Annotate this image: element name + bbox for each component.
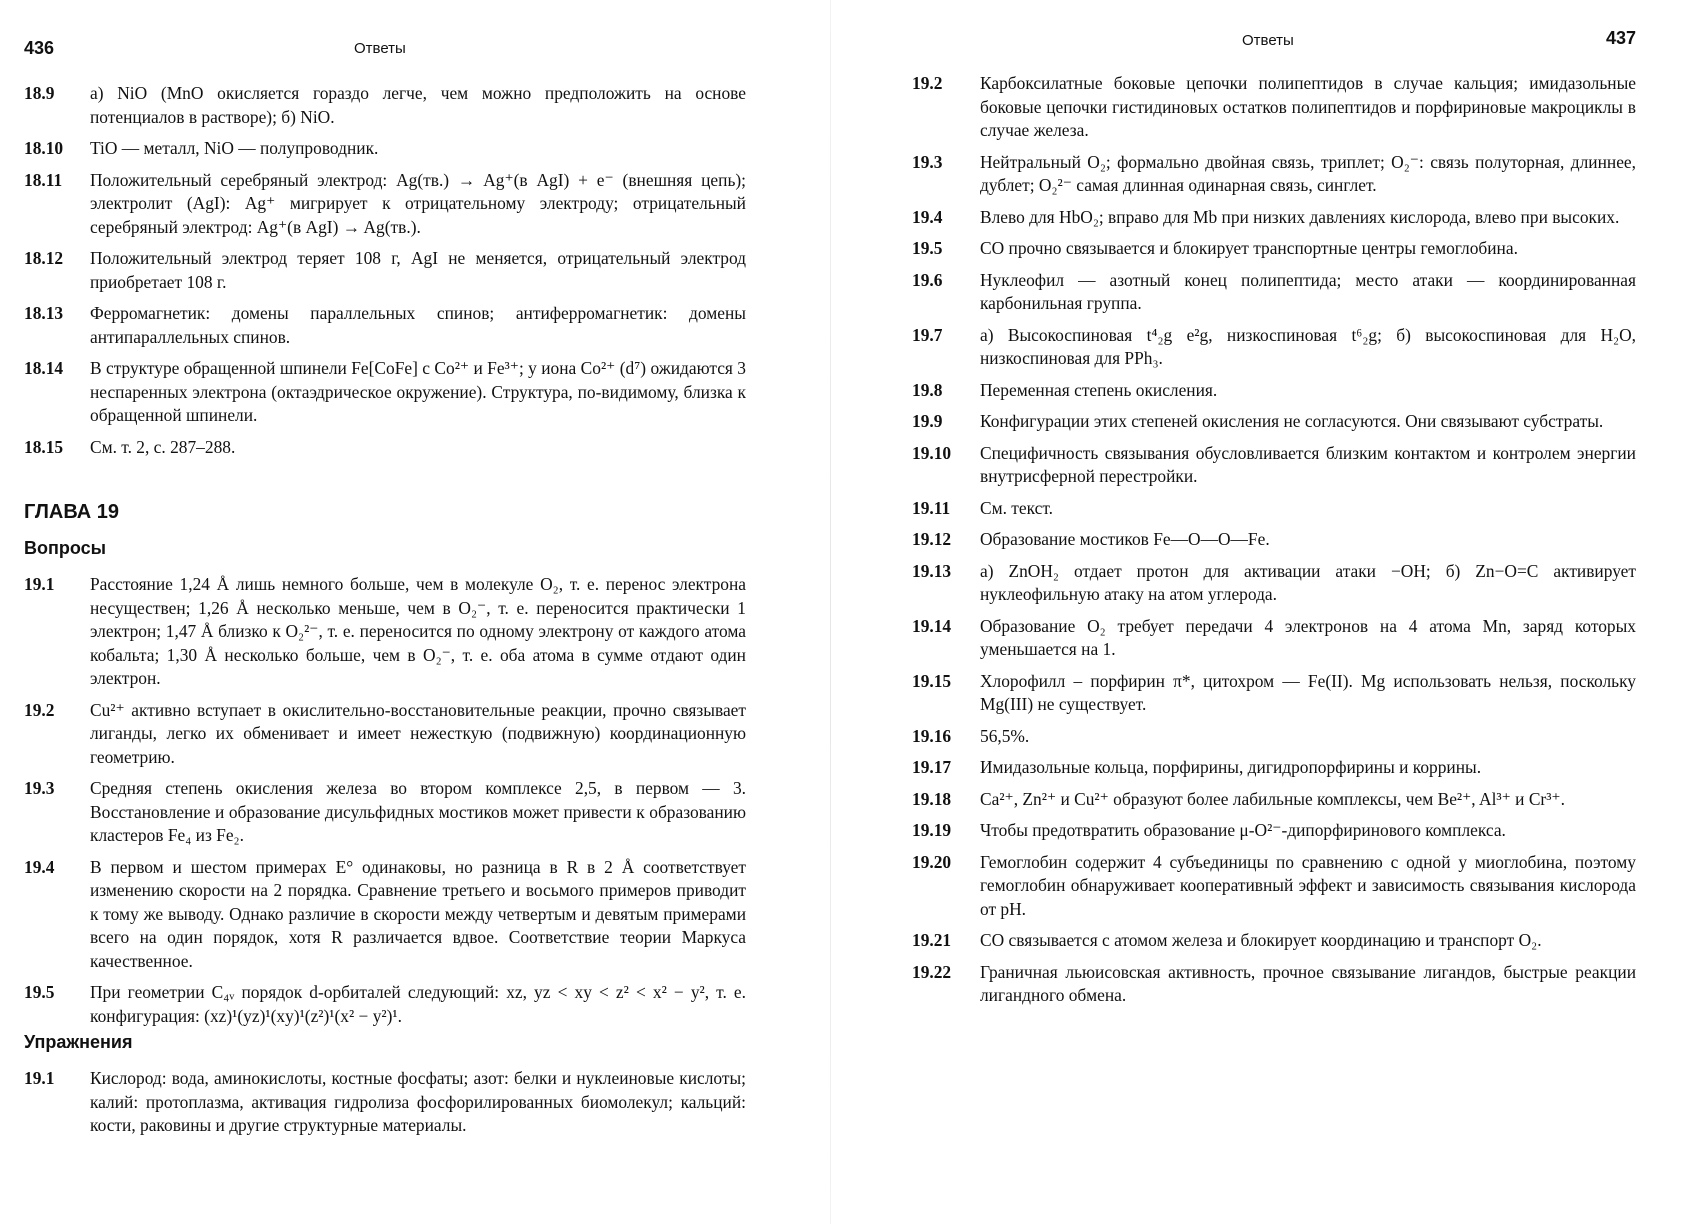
answer-text: Образование O₂ требует передачи 4 электронов на 4 атома Mn, заряд которых уменьшается на 1. xyxy=(980,615,1636,659)
answer-text: См. текст. xyxy=(980,497,1053,518)
answer-number: 19.4 xyxy=(24,856,55,877)
answer-number: 19.10 xyxy=(912,442,952,463)
answer-entry xyxy=(24,573,746,691)
answer-number: 19.1 xyxy=(24,574,55,594)
answer-entry xyxy=(912,819,1636,843)
answer-entry xyxy=(912,756,1636,780)
answer-number: 19.6 xyxy=(912,269,943,290)
answer-number: 18.15 xyxy=(24,436,64,457)
answer-text: CO связывается с атомом железа и блокирует координацию и транспорт O₂. xyxy=(980,930,1542,950)
answer-number: 19.5 xyxy=(912,238,943,258)
answer-entry xyxy=(912,851,1636,922)
answer-text: Граничная льюисовская активность, прочное связывание лигандов, быстрые реакции лигандного обмена. xyxy=(980,961,1636,1005)
answer-text: Положительный серебряный электрод: Ag(тв.) → Ag⁺(в AgI) + e⁻ (внешняя цепь); электролит (AgI): Ag⁺ мигрирует к отрицательному электроду; отрицательный серебряный электрод: Ag⁺(в AgI) → Ag(тв.). xyxy=(90,169,746,237)
answer-entry xyxy=(912,528,1636,552)
answer-entry xyxy=(24,82,746,129)
answer-number: 19.16 xyxy=(912,725,952,746)
answer-text: Карбоксилатные боковые цепочки полипептидов в случае кальция; имидазольные боковые цепочки гистидиновых остатков полипептидов и порфириновые макроциклы в случае железа. xyxy=(980,73,1636,140)
answer-entry xyxy=(912,929,1636,953)
answer-text: Чтобы предотвратить образование μ-O²⁻-дипорфиринового комплекса. xyxy=(980,820,1506,840)
answer-number: 18.14 xyxy=(24,358,64,378)
answer-text: Расстояние 1,24 Å лишь немного больше, чем в молекуле O₂, т. е. перенос электрона несуществен; 1,26 Å несколько меньше, чем в O₂⁻, т. е. переносится практически 1 электрон; 1,47 Å близко к O₂²⁻, т. е. переносится по одному электрону от каждого атома кобальта; 1,30 Å несколько больше, чем в O₂⁻, т. е. оба атома в сумме отдают один электрон. xyxy=(90,574,746,688)
answer-entry xyxy=(912,410,1636,434)
chapter-heading: ГЛАВА 19 xyxy=(24,501,120,523)
answer-text: TiO — металл, NiO — полупроводник. xyxy=(90,138,379,158)
questions-answers xyxy=(24,573,746,1028)
answer-number: 19.14 xyxy=(912,615,952,636)
answer-number: 18.9 xyxy=(24,83,55,103)
answer-text: Кислород: вода, аминокислоты, костные фосфаты; азот: белки и нуклеиновые кислоты; калий: протоплазма, активация гидролиза фосфорилированных биомолекул; кальций: кости, раковины и другие структурные материалы. xyxy=(90,1068,746,1135)
answer-entry xyxy=(912,206,1636,230)
answer-text: При геометрии C₄ᵥ порядок d-орбиталей следующий: xz, yz < xy < z² < x² − y², т. е. конфигурация: (xz)¹(yz)¹(xy)¹(z²)¹(x² − y²)¹. xyxy=(90,982,746,1026)
right-page-body xyxy=(912,72,1636,1016)
answer-number: 19.4 xyxy=(912,206,943,227)
answer-text: Влево для HbO₂; вправо для Mb при низких давлениях кислорода, влево при высоких. xyxy=(980,206,1620,227)
answer-entry xyxy=(912,324,1636,371)
right-page-number: 437 xyxy=(1605,28,1636,48)
answer-text: Положительный электрод теряет 108 г, AgI не меняется, отрицательный электрод приобретает 108 г. xyxy=(90,248,746,292)
answer-text: Образование мостиков Fe—O—O—Fe. xyxy=(980,529,1270,549)
answer-entry xyxy=(912,497,1636,521)
answer-number: 19.2 xyxy=(912,73,943,93)
answer-entry xyxy=(24,169,746,240)
exercises-answers xyxy=(24,1067,746,1138)
answer-entry xyxy=(912,269,1636,316)
exercises-answers-continued xyxy=(912,72,1636,1008)
exercises-heading: Упражнения xyxy=(24,1032,133,1052)
answer-text: 56,5%. xyxy=(980,725,1030,746)
answer-number: 19.7 xyxy=(912,324,943,345)
answer-entry xyxy=(24,699,746,770)
answer-number: 18.10 xyxy=(24,138,64,158)
chapter-18-answers xyxy=(24,82,746,459)
questions-heading: Вопросы xyxy=(24,538,107,558)
answer-text: а) Высокоспиновая t⁴₂g e²g, низкоспиновая t⁶₂g; б) высокоспиновая для H₂O, низкоспиновая для PPh₃. xyxy=(980,324,1636,368)
answer-entry xyxy=(912,560,1636,607)
answer-number: 18.13 xyxy=(24,303,64,323)
page-gutter xyxy=(830,0,831,1224)
answer-number: 19.11 xyxy=(912,497,951,518)
answer-text: См. т. 2, с. 287–288. xyxy=(90,436,236,457)
answer-number: 19.3 xyxy=(912,151,943,172)
answer-entry xyxy=(912,442,1636,489)
answer-number: 18.12 xyxy=(24,248,64,268)
answer-number: 19.18 xyxy=(912,788,952,809)
answer-entry xyxy=(24,137,746,161)
answer-entry xyxy=(24,302,746,349)
answer-text: Ферромагнетик: домены параллельных спинов; антиферромагнетик: домены антипараллельных спинов. xyxy=(90,303,746,347)
right-running-title: Ответы xyxy=(1242,32,1294,49)
answer-text: Специфичность связывания обусловливается близким контактом и контролем энергии внутрисферной перестройки. xyxy=(980,442,1636,486)
answer-entry xyxy=(912,72,1636,143)
answer-entry xyxy=(24,777,746,848)
answer-text: Переменная степень окисления. xyxy=(980,379,1218,400)
answer-number: 19.8 xyxy=(912,379,943,400)
answer-text: Гемоглобин содержит 4 субъединицы по сравнению с одной у миоглобина, поэтому гемоглобин обнаруживает кооперативный эффект и зависимость связывания кислорода от pH. xyxy=(980,851,1636,919)
answer-entry xyxy=(912,615,1636,662)
answer-number: 19.17 xyxy=(912,757,952,777)
answer-entry xyxy=(912,670,1636,717)
left-page-body xyxy=(24,82,746,1146)
answer-entry xyxy=(912,151,1636,198)
answer-text: В первом и шестом примерах E° одинаковы, но разница в R в 2 Å соответствует изменению скорости на 2 порядка. Сравнение третьего и восьмого примеров приводит к тому же выводу. Однако различие в скорости между четвертым и девятым примерами всего на один порядок, хотя R различается вдвое. Соответствие теории Маркуса качественное. xyxy=(90,856,746,971)
answer-number: 18.11 xyxy=(24,169,63,190)
answer-number: 19.5 xyxy=(24,982,55,1002)
answer-entry xyxy=(912,788,1636,812)
left-page-number: 436 xyxy=(24,38,55,58)
answer-entry xyxy=(24,436,746,460)
answer-number: 19.15 xyxy=(912,670,952,691)
answer-entry xyxy=(912,237,1636,261)
answer-text: Cu²⁺ активно вступает в окислительно-восстановительные реакции, прочно связывает лиганды, легко их обменивает и имеет нежесткую (подвижную) координационную геометрию. xyxy=(90,699,746,767)
answer-number: 19.19 xyxy=(912,820,952,840)
answer-entry xyxy=(912,379,1636,403)
answer-text: Средняя степень окисления железа во втором комплексе 2,5, в первом — 3. Восстановление и образование дисульфидных мостиков может привести к образованию кластеров Fe₄ из Fe₂. xyxy=(90,778,746,845)
answer-number: 19.2 xyxy=(24,699,55,720)
answer-text: Хлорофилл – порфирин π*, цитохром — Fe(II). Mg использовать нельзя, поскольку Mg(III) не существует. xyxy=(980,670,1636,714)
answer-text: а) ZnOH₂ отдает протон для активации атаки −OH; б) Zn−O=C активирует нуклеофильную атаку на атом углерода. xyxy=(980,560,1636,604)
answer-number: 19.3 xyxy=(24,778,55,798)
answer-number: 19.12 xyxy=(912,529,952,549)
answer-entry xyxy=(912,961,1636,1008)
answer-number: 19.1 xyxy=(24,1068,55,1088)
answer-text: Конфигурации этих степеней окисления не согласуются. Они связывают субстраты. xyxy=(980,411,1604,431)
answer-entry xyxy=(24,247,746,294)
answer-text: Ca²⁺, Zn²⁺ и Cu²⁺ образуют более лабильные комплексы, чем Be²⁺, Al³⁺ и Cr³⁺. xyxy=(980,788,1565,809)
answer-text: Нуклеофил — азотный конец полипептида; место атаки — координированная карбонильная группа. xyxy=(980,269,1636,313)
answer-entry xyxy=(24,357,746,428)
answer-text: В структуре обращенной шпинели Fe[CoFe] с Co²⁺ и Fe³⁺; у иона Co²⁺ (d⁷) ожидаются 3 неспаренных электрона (октаэдрическое окружение). Структура, по-видимому, близка к обращенной шпинели. xyxy=(90,358,746,425)
answer-text: Имидазольные кольца, порфирины, дигидропорфирины и коррины. xyxy=(980,757,1482,777)
left-running-title: Ответы xyxy=(354,40,406,57)
answer-number: 19.20 xyxy=(912,851,952,872)
answer-entry xyxy=(912,725,1636,749)
answer-number: 19.9 xyxy=(912,411,943,431)
answer-text: а) NiO (MnO окисляется гораздо легче, чем можно предположить на основе потенциалов в растворе); б) NiO. xyxy=(90,83,746,127)
answer-number: 19.22 xyxy=(912,961,952,982)
answer-text: Нейтральный O₂; формально двойная связь, триплет; O₂⁻: связь полуторная, длиннее, дублет; O₂²⁻ самая длинная одинарная связь, синглет. xyxy=(980,151,1636,195)
answer-entry xyxy=(24,1067,746,1138)
answer-text: CO прочно связывается и блокирует транспортные центры гемоглобина. xyxy=(980,238,1518,258)
answer-entry xyxy=(24,856,746,974)
answer-entry xyxy=(24,981,746,1028)
answer-number: 19.13 xyxy=(912,560,952,581)
answer-number: 19.21 xyxy=(912,930,952,950)
